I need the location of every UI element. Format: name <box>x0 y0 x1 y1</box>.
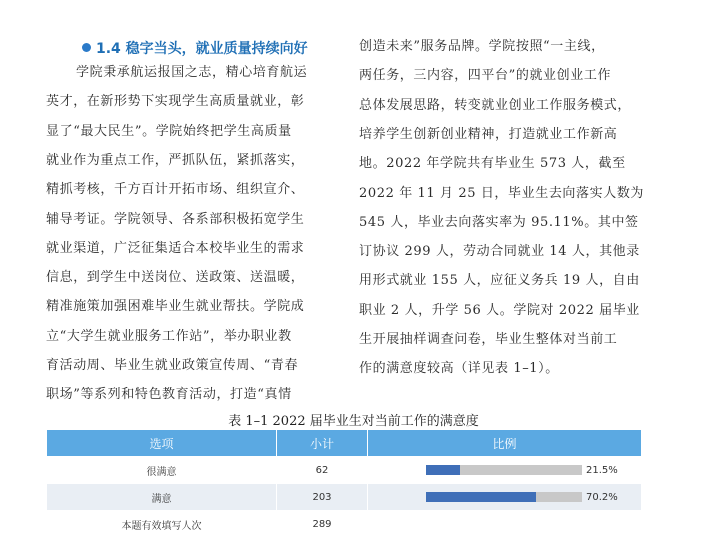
paragraph-line: 精准施策加强困难毕业生就业帮扶。学院成 <box>46 299 305 315</box>
option-cell: 满意 <box>47 484 277 511</box>
ratio-bar-track <box>426 465 582 475</box>
paragraph-line: 显了“最大民生”。学院始终把学生高质量 <box>46 123 292 139</box>
satisfaction-table <box>47 430 641 537</box>
paragraph-line: 职场”等系列和特色教育活动，打造“真情 <box>46 387 292 403</box>
section-heading <box>82 38 308 58</box>
paragraph-line: 就业作为重点工作，严抓队伍，紧抓落实， <box>46 152 305 168</box>
paragraph-line: 2022 年 11 月 25 日，毕业生去向落实人数为 <box>359 185 645 201</box>
paragraph-line: 职业 2 人，升学 56 人。学院对 2022 届毕业 <box>359 302 640 318</box>
ratio-cell <box>368 511 642 538</box>
count-cell: 62 <box>277 457 368 484</box>
table-row <box>47 457 641 484</box>
ratio-cell <box>368 484 642 511</box>
paragraph-line: 立“大学生就业服务工作站”，举办职业教 <box>46 328 292 344</box>
paragraph-line: 总体发展思路，转变就业创业工作服务模式， <box>359 97 632 113</box>
paragraph-line: 精抓考核，千方百计开拓市场、组织宣介、 <box>46 182 305 198</box>
table-caption: 表 1–1 2022 届毕业生对当前工作的满意度 <box>228 414 479 429</box>
option-cell: 本题有效填写人次 <box>47 511 277 538</box>
paragraph-line: 订协议 299 人，劳动合同就业 14 人，其他录 <box>359 244 640 260</box>
paragraph-line: 创造未来”服务品牌。学院按照“一主线， <box>359 39 605 54</box>
paragraph-line: 就业渠道，广泛征集适合本校毕业生的需求 <box>46 240 305 256</box>
ratio-label: 70.2% <box>586 491 618 503</box>
header-ratio: 比例 <box>368 430 642 457</box>
paragraph-line: 学院秉承航运报国之志，精心培育航运 <box>76 65 308 80</box>
paragraph-line: 生开展抽样调查问卷，毕业生整体对当前工 <box>359 332 618 347</box>
bullet-icon <box>82 43 91 52</box>
count-cell: 289 <box>277 511 368 538</box>
ratio-label: 21.5% <box>586 464 618 476</box>
table-row <box>47 511 641 538</box>
paragraph-line: 辅导考证。学院领导、各系部积极拓宽学生 <box>46 211 305 227</box>
option-cell: 很满意 <box>47 457 277 484</box>
count-cell: 203 <box>277 484 368 511</box>
paragraph-line: 545 人，毕业去向落实率为 95.11%。其中签 <box>359 214 639 230</box>
header-count: 小计 <box>277 430 368 457</box>
header-option: 选项 <box>47 430 277 457</box>
ratio-bar-track <box>426 492 582 502</box>
paragraph-line: 地。2022 年学院共有毕业生 573 人，截至 <box>359 156 626 172</box>
ratio-cell <box>368 457 642 484</box>
paragraph-line: 作的满意度较高（详见表 1–1）。 <box>359 361 559 377</box>
paragraph-line: 用形式就业 155 人，应征义务兵 19 人，自由 <box>359 273 640 289</box>
section-heading-text: 1.4 稳字当头，就业质量持续向好 <box>96 41 308 57</box>
paragraph-line: 英才，在新形势下实现学生高质量就业，彰 <box>46 94 305 110</box>
table-header-row <box>47 430 641 457</box>
ratio-bar-fill <box>426 465 460 475</box>
ratio-bar-fill <box>426 492 536 502</box>
paragraph-line: 育活动周、毕业生就业政策宣传周、“青春 <box>46 358 299 373</box>
table-row <box>47 484 641 511</box>
paragraph-line: 两任务，三内容，四平台”的就业创业工作 <box>359 68 612 84</box>
paragraph-line: 培养学生创新创业精神，打造就业工作新高 <box>359 126 618 142</box>
paragraph-line: 信息，到学生中送岗位、送政策、送温暖， <box>46 270 305 286</box>
